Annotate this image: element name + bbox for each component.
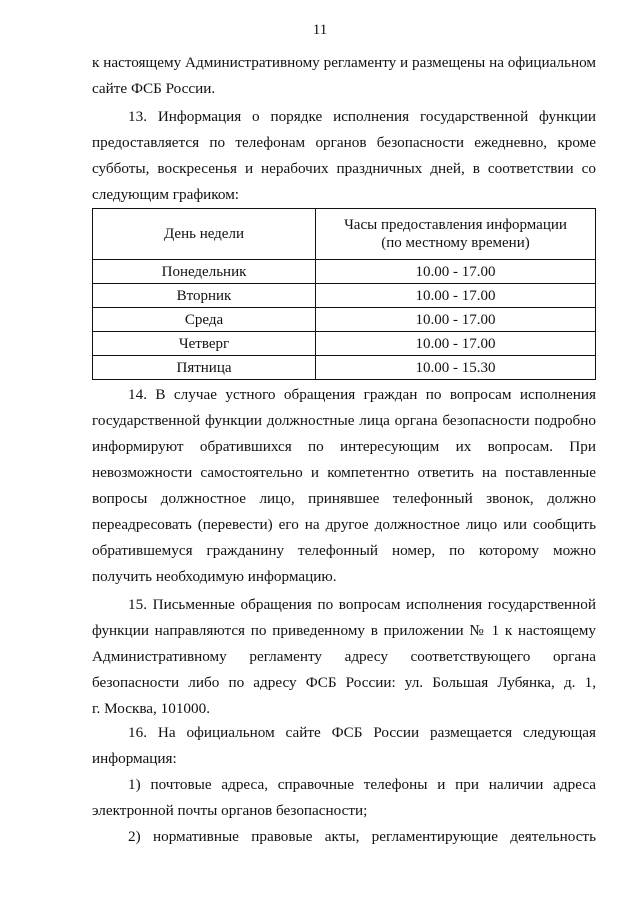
list-item-line: 1) почтовые адреса, справочные телефоны и при наличии адреса: [128, 776, 596, 793]
paragraph-15: [92, 592, 596, 696]
paragraph-line: Административному регламенту адресу соответствующего органа: [92, 648, 596, 665]
header-hours-line: (по местному времени): [381, 235, 530, 251]
paragraph-line: 13. Информация о порядке исполнения государственной функции: [128, 108, 596, 125]
cell-hours: 10.00 - 17.00: [316, 260, 596, 284]
schedule-table: [92, 208, 596, 380]
table-row: [93, 308, 596, 332]
paragraph-13-end: [92, 182, 596, 208]
list-item-line: 2) нормативные правовые акты, регламентирующие деятельность: [128, 828, 596, 845]
paragraph-line: невозможности самостоятельно и компетентно ответить на поставленные: [92, 464, 596, 481]
header-hours-line: Часы предоставления информации: [344, 217, 567, 233]
paragraph-line: 16. На официальном сайте ФСБ России размещается следующая: [128, 724, 596, 741]
page-number: 11: [312, 22, 328, 38]
paragraph-15-end: [92, 696, 596, 722]
paragraph-line: г. Москва, 101000.: [92, 700, 210, 717]
paragraph-line: государственной функции должностные лица органа безопасности подробно: [92, 412, 596, 429]
table-row: [93, 332, 596, 356]
paragraph-14-end: [92, 564, 596, 590]
list-item-1: [92, 772, 596, 798]
table-row: [93, 356, 596, 380]
intro-paragraph: [92, 50, 596, 76]
cell-hours: 10.00 - 17.00: [316, 308, 596, 332]
cell-hours: 10.00 - 17.00: [316, 284, 596, 308]
list-item-line: электронной почты органов безопасности;: [92, 802, 368, 819]
cell-hours: 10.00 - 15.30: [316, 356, 596, 380]
cell-day: Среда: [93, 308, 316, 332]
cell-hours: 10.00 - 17.00: [316, 332, 596, 356]
intro-paragraph-end: [92, 76, 596, 102]
paragraph-line: субботы, воскресенья и нерабочих праздничных дней, в соответствии со: [92, 160, 596, 177]
cell-day: Вторник: [93, 284, 316, 308]
paragraph-line: информация:: [92, 750, 177, 767]
paragraph-line: информируют обратившихся по интересующим их вопросам. При: [92, 438, 596, 455]
intro-line: к настоящему Административному регламенту и размещены на официальном: [92, 54, 596, 71]
paragraph-line: получить необходимую информацию.: [92, 568, 337, 585]
paragraph-14: [92, 382, 596, 564]
paragraph-line: вопросы должностное лицо, принявшее телефонный звонок, должно: [92, 490, 596, 507]
list-item-1-end: [92, 798, 596, 824]
paragraph-line: функции направляются по приведенному в приложении № 1 к настоящему: [92, 622, 596, 639]
list-item-2: [92, 824, 596, 850]
header-day: День недели: [93, 209, 316, 260]
cell-day: Четверг: [93, 332, 316, 356]
paragraph-line: предоставляется по телефонам органов безопасности ежедневно, кроме: [92, 134, 596, 151]
table-row: [93, 284, 596, 308]
paragraph-13: [92, 104, 596, 182]
intro-line: сайте ФСБ России.: [92, 80, 216, 97]
paragraph-line: безопасности либо по адресу ФСБ России: ул. Большая Лубянка, д. 1,: [92, 674, 596, 691]
table-header-row: [93, 209, 596, 260]
paragraph-line: следующим графиком:: [92, 186, 240, 203]
paragraph-16-end: [92, 746, 596, 772]
paragraph-line: переадресовать (перевести) его на другое должностное лицо или сообщить: [92, 516, 596, 533]
table-row: [93, 260, 596, 284]
paragraph-line: 15. Письменные обращения по вопросам исполнения государственной: [128, 596, 596, 613]
cell-day: Пятница: [93, 356, 316, 380]
cell-day: Понедельник: [93, 260, 316, 284]
header-hours: [316, 209, 596, 260]
paragraph-16: [92, 720, 596, 746]
paragraph-line: 14. В случае устного обращения граждан по вопросам исполнения: [128, 386, 596, 403]
paragraph-line: обратившемуся гражданину телефонный номер, по которому можно: [92, 542, 596, 559]
